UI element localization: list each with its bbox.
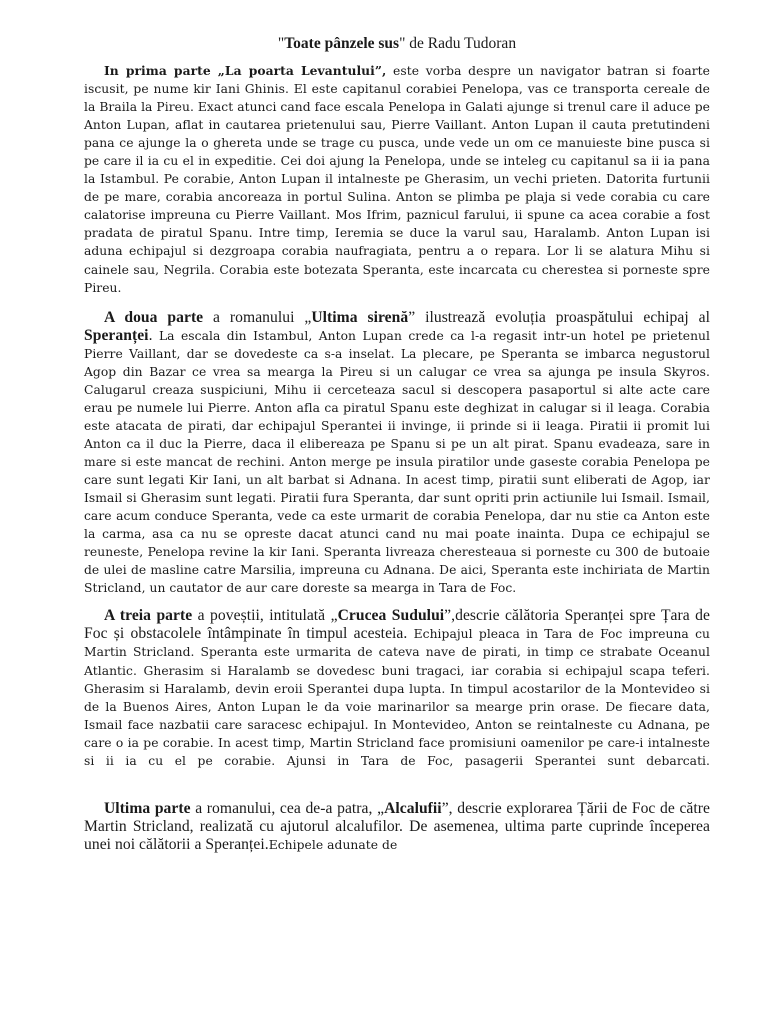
part-four-body: Echipele adunate de (268, 837, 398, 852)
part-one-body: este vorba despre un navigator batran si foarte iscusit, pe nume kir Iani Ghinis. El este capitanul corabiei Penelopa, vas ce transporta cereale de la Braila la Pireu. Exact atunci cand face escala Penelopa in Galati ajunge si trenul care il aduce pe Anton Lupan, aflat in cautarea prietenului sau, Pierre Vaillant. Anton Lupan il cauta pretutindeni pana ce ajunge la o ghereta unde se trage cu pusca, unde vede un om ce manuieste bine pusca si pe care il ia cu el in expeditie. Cei doi ajung la Penelopa, unde se inteleg cu capitanul sa ii ia pana la Istambul. Pe corabie, Anton Lupan il intalneste pe Gherasim, un vechi prieten. Datorita furtunii de pe mare, corabia ancoreaza in portul Sulina. Anton se plimba pe plaja si vede corabia cu care calatorise impreuna cu Pierre Vaillant. Mos Ifrim, paznicul farului, ii spune ca acea corabie a fost pradata de piratul Spanu. Intre timp, Ieremia se duce la varul sau, Haralamb. Anton Lupan isi aduna echipajul si dezgroapa corabia naufragiata, pentru a o repara. Lor li se alatura Mihu si cainele sau, Negrila. Corabia este botezata Speranta, este incarcata cu cherestea si porneste spre Pireu. (84, 64, 710, 295)
part-three-title: Crucea Sudului (337, 607, 445, 625)
part-three-body: Echipajul pleaca in Tara de Foc impreuna cu Martin Stricland. Speranta este urmarita de cateva nave de pirati, in timp ce strabate Oceanul Atlantic. Gherasim si Haralamb se dovedesc buni tragaci, iar corabia si echipajul scapa teferi. Gherasim si Haralamb, devin eroii Sperantei dupa lupta. In timpul acostarilor de la Montevideo si de la Buenos Aires, Anton Lupan le da voie marinarilor sa mearge prin orase. De fiecare data, Ismail face nazbatii care saracesc echipajul. In Montevideo, Anton se reintalneste cu Adnana, pe care o ia pe corabie. In acest timp, Martin Stricland face promisiuni oamenilor pe care-i intalneste si ii ia cu el pe corabie. Ajunsi in Tara de Foc, pasagerii Sperantei sunt debarcati. (84, 627, 710, 768)
document-title (84, 34, 710, 54)
paragraph-part-three (84, 607, 710, 769)
title-author: de Radu Tudoran (405, 35, 517, 52)
part-two-title: Ultima sirenă (311, 308, 409, 326)
part-three-intro: a poveștii, intitulată „ (192, 607, 338, 625)
title-book-name: Toate pânzele sus (284, 35, 400, 52)
part-two-period: . (148, 326, 153, 344)
paragraph-part-two (84, 309, 710, 598)
paragraph-part-one (84, 62, 710, 297)
paragraph-part-four (84, 800, 710, 854)
part-three-intro-cont: ”,descrie călătoria Speranței spre Țara de Foc și obstacolele întâmpinate în timpul acesteia. (84, 607, 710, 643)
part-two-body: La escala din Istambul, Anton Lupan crede ca l-a regasit intr-un hotel pe prietenul Pierre Vaillant, dar se dovedeste ca s-a inselat. La plecare, pe Speranta se imbarca negustorul Agop din Bazar ce vrea sa mearga la Pireu si un calugar ce vrea sa ajunga pe insula Skyros. Calugarul creaza suspiciuni, Mihu ii cerceteaza sacul si descopera pasaportul si alte acte care erau pe numele lui Pierre. Anton afla ca piratul Spanu este deghizat in calugar si il leaga. Corabia este atacata de pirati, dar echipajul Sperantei ii invinge, ii prinde si ii leaga. Piratii ii promit lui Anton ca il duc la Pierre, daca il elibereaza pe Spanu si pe un alt pirat. Spanu evadeaza, sare in mare si este mancat de rechini. Anton merge pe insula piratilor unde gaseste corabia Penelopa pe care sunt legati Kir Iani, un alt barbat si Adnana. In acest timp, piratii sunt eliberati de Agop, iar Ismail si Gherasim sunt legati. Piratii fura Speranta, dar sunt opriti prin actiunile lui Ismail. Ismail, care acum conduce Speranta, vede ca este urmarit de corabia Penelopa, dar nu stie ca Anton este la carma, asa ca nu se opreste dacat atunci cand nu mai poate inainta. Dupa ce echipajul se reuneste, Penelopa revine la kir Iani. Speranta livreaza cheresteaua si porneste cu 300 de butoaie de ulei de masline catre Marsilia, impreuna cu Adnana. De aici, Speranta este inchiriata de Martin Stricland, un cautator de aur care doreste sa mearga in Tara de Foc. (84, 328, 710, 596)
part-four-intro: a romanului, cea de-a patra, „ (190, 799, 385, 817)
title-quote-open: " (277, 35, 285, 52)
part-two-ship: Speranței (84, 326, 149, 344)
title-quote-close: " (399, 35, 406, 52)
part-four-label: Ultima parte (104, 799, 191, 817)
part-two-label: A doua parte (104, 308, 204, 326)
part-four-intro-cont: ”, descrie explorarea Țării de Foc de către Martin Stricland, realizată cu ajutorul alcalufilor. De asemenea, ultima parte cuprinde începerea unei noi călătorii a Speranței. (84, 799, 711, 853)
part-three-label: A treia parte (104, 607, 193, 625)
part-two-intro: a romanului „ (203, 308, 312, 326)
part-four-title: Alcalufii (384, 799, 442, 817)
part-two-intro-cont: ” ilustrează evoluția proaspătului echipaj al (408, 308, 710, 326)
part-one-lead: In prima parte „La poarta Levantului”, (104, 63, 387, 78)
